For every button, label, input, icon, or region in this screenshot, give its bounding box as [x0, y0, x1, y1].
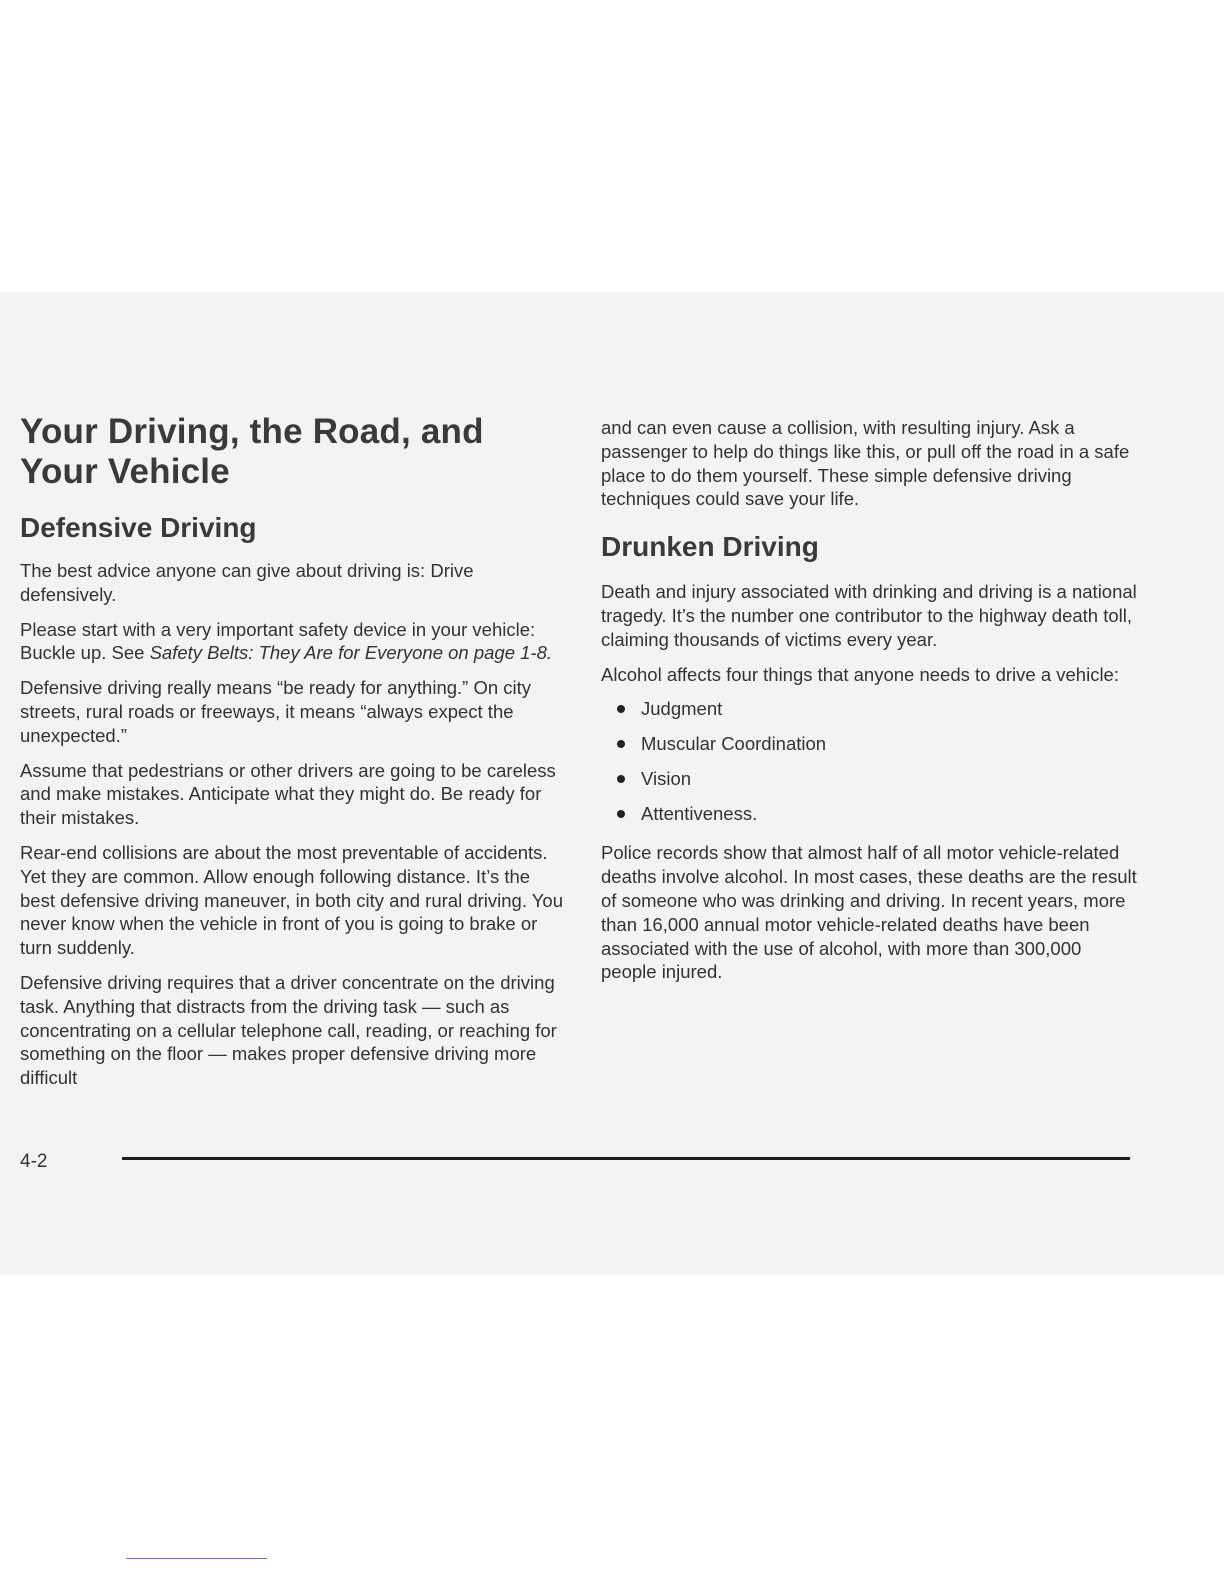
drunken-paragraph-2: Alcohol affects four things that anyone needs to drive a vehicle: [601, 663, 1119, 685]
list-item-label: Vision [641, 768, 692, 790]
chapter-title [20, 412, 565, 492]
right-column [601, 416, 1141, 995]
bullet-icon [617, 705, 625, 713]
bullet-icon [617, 810, 625, 818]
defensive-paragraph-1: The best advice anyone can give about driving is: Drive defensively. [20, 560, 474, 605]
defensive-paragraph-5: Rear-end collisions are about the most preventable of accidents. Yet they are common. Allow enough following distance. It’s the best defensive driving maneuver, in both city and rural driving. You never know when the vehicle in front of you is going to brake or turn suddenly. [20, 841, 563, 959]
list-item [615, 697, 1141, 721]
safety-belts-reference: Safety Belts: They Are for Everyone on page 1-8. [149, 642, 553, 664]
chapter-title-line2: Your Vehicle [20, 452, 230, 491]
defensive-driving-heading: Defensive Driving [20, 512, 257, 543]
defensive-paragraph-2 [20, 618, 565, 666]
manual-page [0, 292, 1224, 1275]
defensive-paragraph-4: Assume that pedestrians or other drivers are going to be careless and make mistakes. Anticipate what they might do. Be ready for their mistakes. [20, 759, 556, 829]
bullet-icon [617, 740, 625, 748]
defensive-paragraph-2-text: Please start with a very important safety device in your vehicle: Buckle up. See [20, 618, 536, 664]
footer-divider [122, 1157, 1130, 1160]
list-item [615, 767, 1141, 791]
defensive-paragraph-6-continued: and can even cause a collision, with resulting injury. Ask a passenger to help do things like this, or pull off the road in a safe place to do them yourself. These simple defensive driving techniques could save your life. [601, 417, 1130, 510]
defensive-paragraph-6: Defensive driving requires that a driver concentrate on the driving task. Anything that distracts from the driving task — such as concentrating on a cellular telephone call, reading, or reaching for something on the floor — makes proper defensive driving more difficult [20, 971, 557, 1089]
bullet-icon [617, 775, 625, 783]
list-item [615, 802, 1141, 826]
defensive-paragraph-3: Defensive driving really means “be ready for anything.” On city streets, rural roads or freeways, it means “always expect the unexpected.” [20, 677, 532, 746]
drunken-paragraph-1: Death and injury associated with drinking and driving is a national tragedy. It’s the number one contributor to the highway death toll, claiming thousands of victims every year. [601, 581, 1137, 650]
list-item-label: Judgment [641, 698, 723, 720]
list-item [615, 732, 1141, 756]
list-item-label: Attentiveness. [641, 803, 758, 825]
page-number: 4-2 [20, 1151, 48, 1172]
drunken-paragraph-3: Police records show that almost half of all motor vehicle-related deaths involve alcohol. In most cases, these deaths are the result of someone who was drinking and driving. In recent years, more than 16,000 annual motor vehicle-related deaths have been associated with the use of alcohol, with more than 300,000 people injured. [601, 842, 1137, 983]
list-item-label: Muscular Coordination [641, 733, 827, 755]
alcohol-effects-list [601, 697, 1141, 826]
left-column [20, 412, 565, 1101]
chapter-title-line1: Your Driving, the Road, and [20, 412, 484, 451]
drunken-driving-heading: Drunken Driving [601, 531, 819, 563]
link-underline [126, 1558, 267, 1559]
